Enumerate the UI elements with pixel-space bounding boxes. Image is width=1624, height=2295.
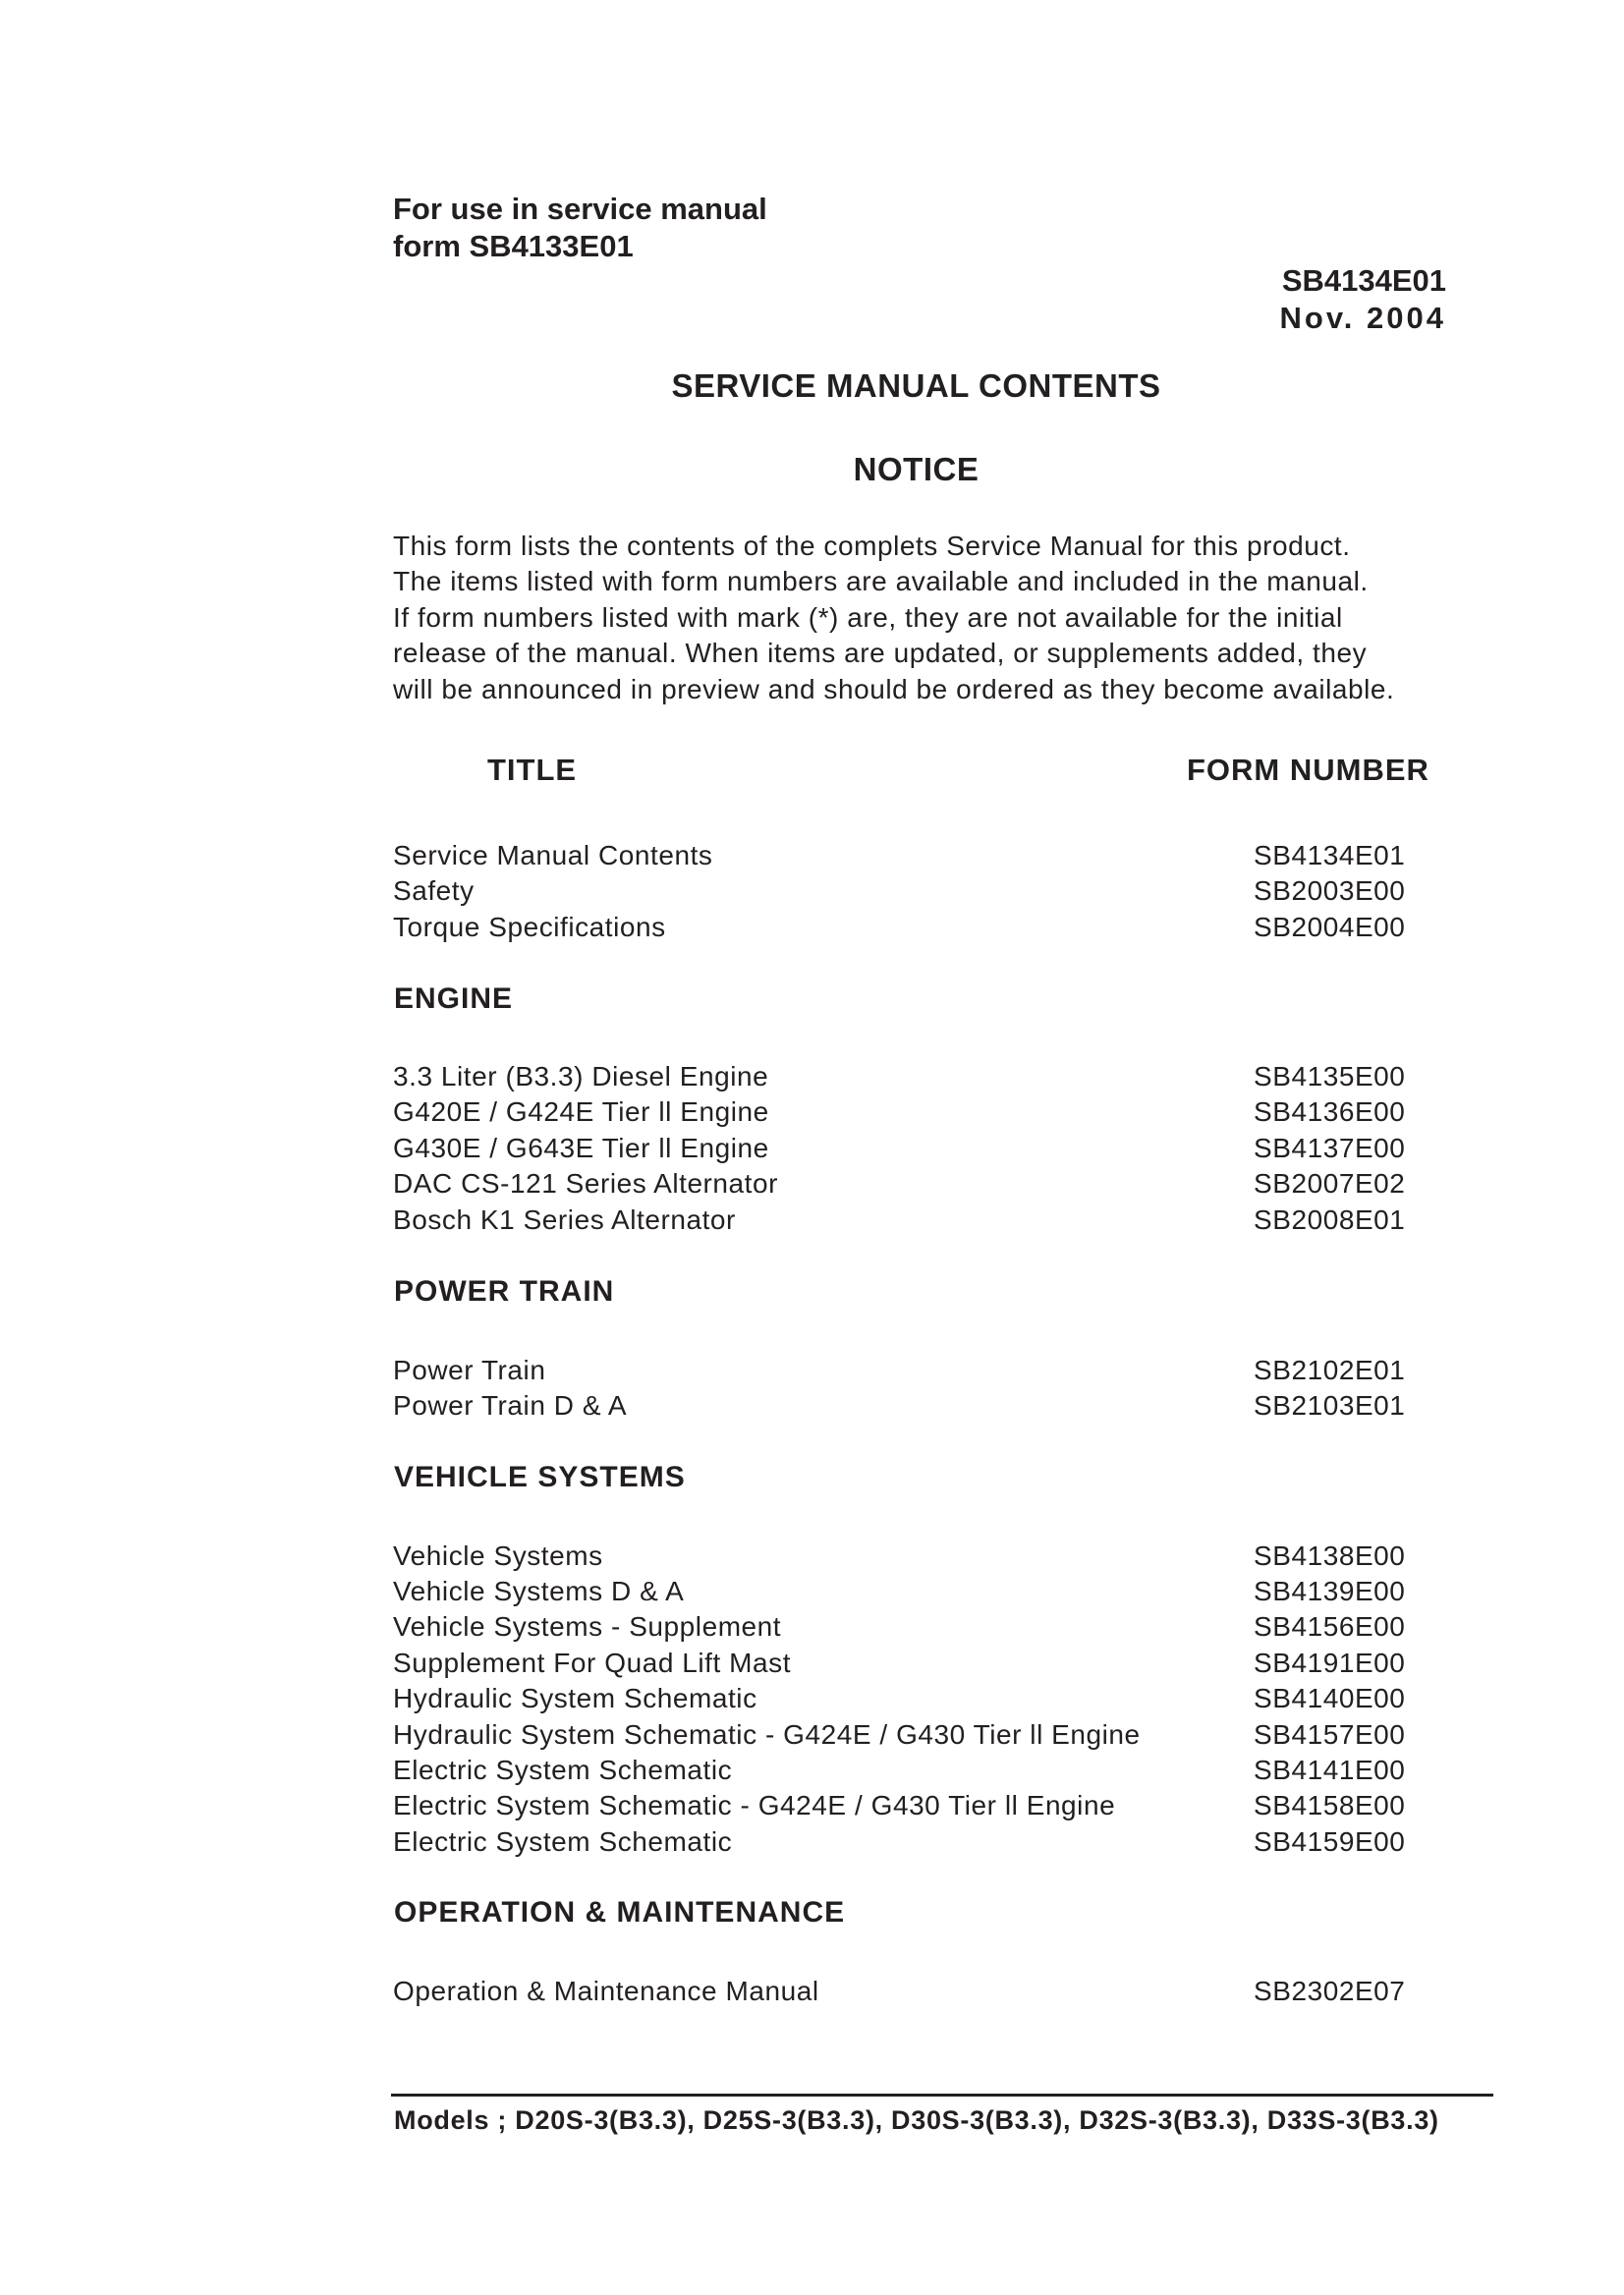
entry-form-number: SB2004E00 xyxy=(1254,912,1406,942)
entry-title: Power Train D & A xyxy=(393,1390,628,1421)
entry-title: Vehicle Systems D & A xyxy=(393,1576,685,1606)
notice-line: This form lists the contents of the complets Service Manual for this product. xyxy=(393,531,1351,561)
entry-form-number: SB2008E01 xyxy=(1254,1204,1406,1235)
entry-title: Service Manual Contents xyxy=(393,840,713,870)
notice-line: The items listed with form numbers are available and included in the manual. xyxy=(393,566,1369,597)
column-header-form-number: FORM NUMBER xyxy=(1187,753,1429,787)
entry-title: Electric System Schematic - G424E / G430 Tier ll Engine xyxy=(393,1790,1116,1820)
use-note-line-1: For use in service manual xyxy=(393,192,767,226)
entry-form-number: SB4141E00 xyxy=(1254,1755,1406,1785)
contents-row xyxy=(393,1059,1415,1094)
entry-title: Hydraulic System Schematic - G424E / G430 Tier ll Engine xyxy=(393,1719,1141,1750)
entry-title: Power Train xyxy=(393,1355,546,1385)
entry-title: DAC CS-121 Series Alternator xyxy=(393,1168,779,1199)
contents-row xyxy=(393,1166,1415,1202)
entry-title: Hydraulic System Schematic xyxy=(393,1683,757,1713)
entry-title: Vehicle Systems - Supplement xyxy=(393,1611,782,1642)
entry-form-number: SB2102E01 xyxy=(1254,1355,1406,1385)
column-header-title: TITLE xyxy=(487,753,578,787)
models-footer: Models ; D20S-3(B3.3), D25S-3(B3.3), D30S-3(B3.3), D32S-3(B3.3), D33S-3(B3.3) xyxy=(394,2105,1439,2135)
contents-row xyxy=(393,1353,1415,1388)
entry-title: G430E / G643E Tier ll Engine xyxy=(393,1133,769,1163)
notice-line: release of the manual. When items are updated, or supplements added, they xyxy=(393,638,1368,669)
document-id-block xyxy=(1218,262,1446,337)
entry-title: Supplement For Quad Lift Mast xyxy=(393,1648,792,1678)
footer-divider xyxy=(391,2094,1493,2097)
entry-form-number: SB4159E00 xyxy=(1254,1826,1406,1857)
entry-form-number: SB4156E00 xyxy=(1254,1611,1406,1642)
contents-row xyxy=(393,1388,1415,1424)
entry-title: G420E / G424E Tier ll Engine xyxy=(393,1096,769,1127)
section-heading-power-train: POWER TRAIN xyxy=(394,1275,615,1308)
entry-title: Electric System Schematic xyxy=(393,1826,733,1857)
form-number: SB4134E01 xyxy=(1281,263,1446,298)
contents-row xyxy=(393,1203,1415,1238)
contents-row xyxy=(393,1539,1415,1574)
contents-row xyxy=(393,838,1415,873)
entry-form-number: SB2007E02 xyxy=(1254,1168,1406,1199)
section-heading-engine: ENGINE xyxy=(394,982,514,1015)
contents-row xyxy=(393,1681,1415,1716)
notice-line: will be announced in preview and should be ordered as they become available. xyxy=(393,673,1395,704)
page-title: SERVICE MANUAL CONTENTS xyxy=(671,367,1161,404)
entry-form-number: SB4135E00 xyxy=(1254,1061,1406,1092)
issue-date: Nov. 2004 xyxy=(1279,301,1446,335)
contents-row xyxy=(393,1094,1415,1130)
entry-form-number: SB4138E00 xyxy=(1254,1540,1406,1571)
entry-form-number: SB2103E01 xyxy=(1254,1390,1406,1421)
entry-form-number: SB4137E00 xyxy=(1254,1133,1406,1163)
entry-form-number: SB4136E00 xyxy=(1254,1096,1406,1127)
contents-row xyxy=(393,1574,1415,1609)
contents-row xyxy=(393,1824,1415,1860)
contents-row xyxy=(393,1753,1415,1788)
contents-row xyxy=(393,1131,1415,1166)
service-manual-reference xyxy=(393,191,767,265)
entry-form-number: SB2003E00 xyxy=(1254,875,1406,906)
notice-line: If form numbers listed with mark (*) are, they are not available for the initial xyxy=(393,601,1343,633)
contents-row xyxy=(393,1609,1415,1645)
notice-heading: NOTICE xyxy=(853,451,980,487)
section-heading-vehicle-systems: VEHICLE SYSTEMS xyxy=(394,1461,686,1493)
contents-row xyxy=(393,1788,1415,1823)
contents-row xyxy=(393,1974,1415,2009)
entry-title: Torque Specifications xyxy=(393,912,666,942)
entry-form-number: SB2302E07 xyxy=(1254,1976,1406,2006)
entry-title: Electric System Schematic xyxy=(393,1755,733,1785)
entry-form-number: SB4158E00 xyxy=(1254,1790,1406,1820)
contents-row xyxy=(393,873,1415,909)
entry-title: Operation & Maintenance Manual xyxy=(393,1976,819,2006)
entry-form-number: SB4157E00 xyxy=(1254,1719,1406,1750)
entry-title: Vehicle Systems xyxy=(393,1540,603,1571)
entry-form-number: SB4139E00 xyxy=(1254,1576,1406,1606)
entry-form-number: SB4191E00 xyxy=(1254,1648,1406,1678)
section-heading-operation-maintenance: OPERATION & MAINTENANCE xyxy=(394,1896,846,1929)
use-note-line-2: form SB4133E01 xyxy=(393,229,634,263)
contents-row xyxy=(393,910,1415,945)
entry-title: Safety xyxy=(393,875,475,906)
entry-title: Bosch K1 Series Alternator xyxy=(393,1204,736,1235)
entry-title: 3.3 Liter (B3.3) Diesel Engine xyxy=(393,1061,769,1092)
entry-form-number: SB4134E01 xyxy=(1254,840,1406,870)
contents-row xyxy=(393,1646,1415,1681)
notice-body xyxy=(393,529,1394,707)
entry-form-number: SB4140E00 xyxy=(1254,1683,1406,1713)
contents-row xyxy=(393,1717,1415,1753)
